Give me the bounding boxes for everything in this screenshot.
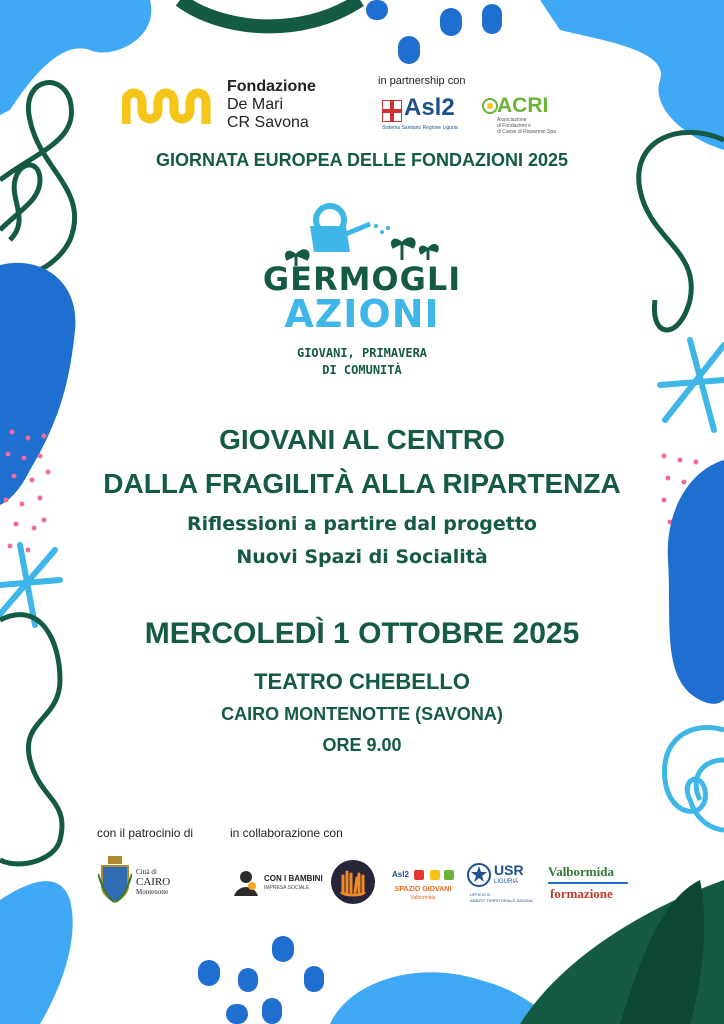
collaboration-label: in collaborazione con xyxy=(230,826,343,840)
dot-shape xyxy=(482,4,502,34)
usr-line2: UFFICIO III xyxy=(470,892,491,897)
cairo-line3: Montenotte xyxy=(136,888,169,896)
partnership-label: in partnership con xyxy=(378,75,466,87)
divider xyxy=(548,882,628,884)
event-venue: TEATRO CHEBELLO xyxy=(254,669,470,694)
dot-shape xyxy=(238,968,258,992)
headline-line1: GIOVANI AL CENTRO xyxy=(219,424,505,455)
sparkle-right xyxy=(660,340,724,430)
project-logo-word2: AZIONI xyxy=(284,292,440,336)
foundation-name-line2: De Mari xyxy=(227,96,284,113)
dot-shape xyxy=(304,966,324,992)
municipality-shield-icon xyxy=(444,870,454,880)
project-logo-word1: GERMOGLI xyxy=(262,260,462,298)
cairo-line2: CAIRO xyxy=(136,876,171,888)
dot-shape xyxy=(272,936,294,962)
blob-bottom-left xyxy=(0,881,73,1024)
valbormida-line1: Valbormida xyxy=(548,864,614,879)
hands-icon xyxy=(331,860,375,904)
watering-can-icon xyxy=(302,200,442,260)
arc-top xyxy=(180,0,360,26)
hands-circle-logo xyxy=(331,860,375,904)
headline-line2: DALLA FRAGILITÀ ALLA RIPARTENZA xyxy=(103,468,621,499)
acri-subtitle-line3: di Casse di Risparmio Spa xyxy=(497,129,556,135)
child-figure-icon xyxy=(232,870,260,896)
project-logo-tagline-line2: DI COMUNITÀ xyxy=(322,363,402,377)
dot-shape xyxy=(440,8,462,36)
acri-logo xyxy=(482,96,582,136)
municipality-shield-icon xyxy=(414,870,424,880)
valbormida-line2: formazione xyxy=(550,886,613,901)
dot-shape xyxy=(198,960,220,986)
usr-line3: AMBITO TERRITORIALE SAVONA xyxy=(470,898,533,903)
headline-sub-line1: Riflessioni a partire dal progetto xyxy=(187,513,537,535)
valbormida-formazione-logo xyxy=(548,864,632,904)
italian-emblem-icon xyxy=(466,862,492,890)
dot-shape xyxy=(226,1004,248,1024)
patronage-label: con il patrocinio di xyxy=(97,826,194,840)
liguria-shield-icon xyxy=(382,100,402,122)
spazio-line2: Valbormida xyxy=(410,895,436,901)
dot-shape xyxy=(366,0,388,20)
acri-subtitle-line2: di Fondazioni e xyxy=(497,123,531,129)
event-time: ORE 9.00 xyxy=(322,735,402,755)
foundation-name-line1: Fondazione xyxy=(227,78,316,95)
event-city: CAIRO MONTENOTTE (SAVONA) xyxy=(221,704,503,724)
asl2-logo xyxy=(382,96,478,136)
event-banner: GIORNATA EUROPEA DELLE FONDAZIONI 2025 xyxy=(155,150,569,170)
conibambini-logo xyxy=(232,868,322,900)
asl2-logo-text: Asl2 xyxy=(404,94,455,121)
municipality-shield-icon xyxy=(430,870,440,880)
dot-shape xyxy=(398,36,420,64)
germogli-azioni-logo xyxy=(262,200,462,385)
usr-line1: LIGURIA xyxy=(494,879,519,885)
foundation-name-line3: CR Savona xyxy=(227,114,309,131)
cairo-line1: Città di xyxy=(136,868,157,876)
swirl-left xyxy=(0,83,75,280)
project-logo-tagline-line1: GIOVANI, PRIMAVERA xyxy=(296,346,428,360)
acri-flower-icon xyxy=(482,98,498,114)
event-date: MERCOLEDÌ 1 OTTOBRE 2025 xyxy=(144,617,580,650)
acri-logo-text: ACRI xyxy=(497,94,549,117)
spazio-asl-text: Asl2 xyxy=(392,870,409,879)
coat-of-arms-icon xyxy=(98,856,132,904)
conibambini-line1: CON I BAMBINI xyxy=(264,874,323,883)
headline-sub-line2: Nuovi Spazi di Socialità xyxy=(236,546,488,568)
cairo-montenotte-logo xyxy=(98,856,188,906)
dot-shape xyxy=(262,998,282,1024)
conibambini-line2: IMPRESA SOCIALE xyxy=(264,885,310,891)
asl2-subtitle: Sistema Sanitario Regione Liguria xyxy=(382,125,458,131)
spazio-line1: SPAZIO GIOVANI xyxy=(394,886,452,893)
acri-subtitle-line1: Associazione xyxy=(497,117,527,123)
fondazione-logo xyxy=(122,80,322,136)
usr-title: USR xyxy=(494,862,524,878)
usr-liguria-logo xyxy=(466,862,538,906)
spazio-giovani-logo xyxy=(388,870,458,904)
fondazione-wave-icon xyxy=(122,84,218,128)
